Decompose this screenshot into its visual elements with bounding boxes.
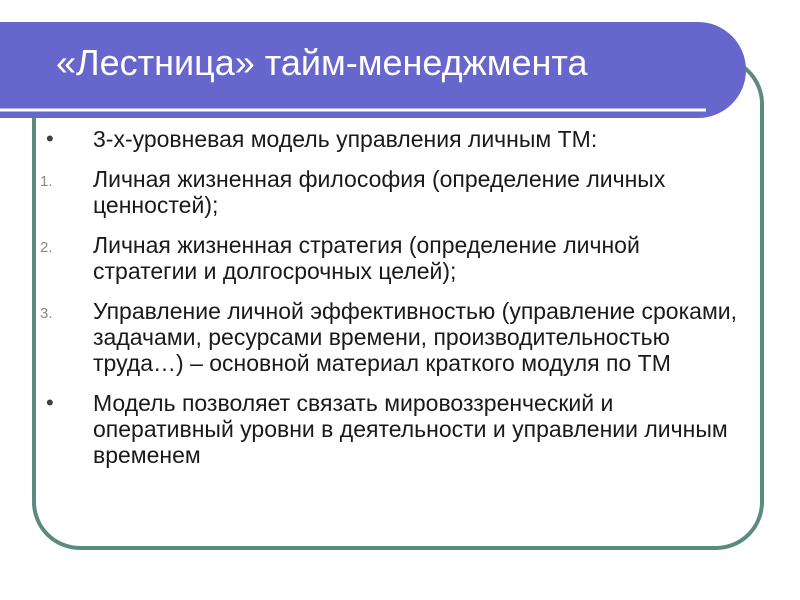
list-item-text: Модель позволяет связать мировоззренческий и оперативный уровни в деятельности и управлении личным временем <box>93 390 728 468</box>
list-item <box>40 166 740 218</box>
number-marker: 2. <box>40 239 53 256</box>
list-item-text: 3-х-уровневая модель управления личным ТМ: <box>93 126 598 152</box>
list-item-text: Личная жизненная стратегия (определение личной стратегии и долгосрочных целей); <box>93 232 640 284</box>
list-item <box>40 232 740 284</box>
number-marker: 3. <box>40 305 53 322</box>
bullet-marker: • <box>46 390 54 415</box>
list-item-text: Личная жизненная философия (определение личных ценностей); <box>93 166 666 218</box>
list-item <box>40 298 740 376</box>
number-marker: 1. <box>40 173 53 190</box>
bullet-marker: • <box>46 126 54 151</box>
bullet-list <box>40 126 740 482</box>
slide-title: «Лестница» тайм-менеджмента <box>56 42 588 83</box>
list-item <box>40 126 740 152</box>
list-item <box>40 390 740 468</box>
list-item-text: Управление личной эффективностью (управление сроками, задачами, ресурсами времени, производительностью труда…) – основной материал краткого модуля по ТМ <box>93 298 737 376</box>
